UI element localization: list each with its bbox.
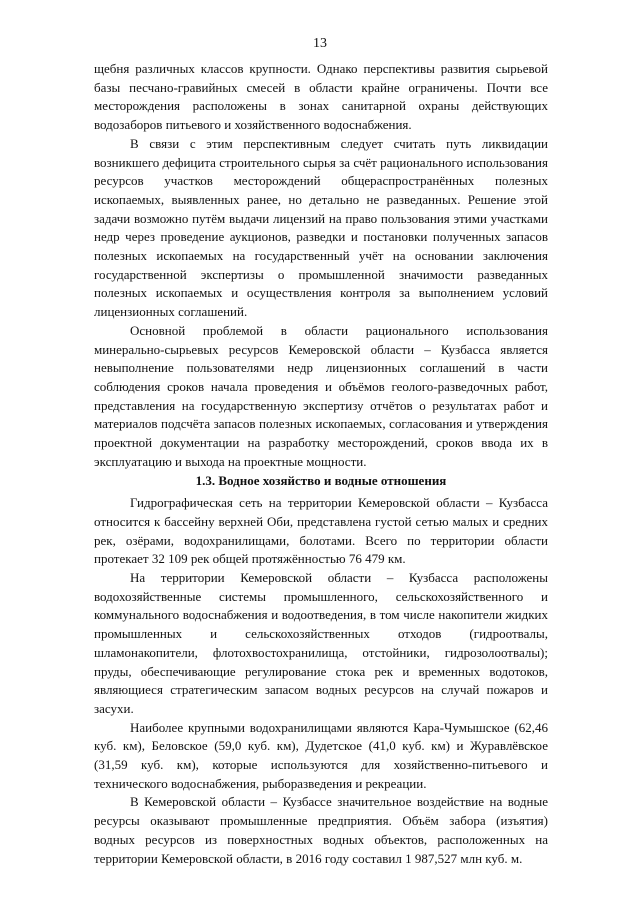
- page-number: 13: [313, 36, 327, 51]
- paragraph-water-intake: В Кемеровской области – Кузбассе значительное воздействие на водные ресурсы оказывают промышленные предприятия. Объём забора (изъятия) водных ресурсов из поверхностных водных объектов, расположенных на территории Кемеровской области, в 2016 году составил 1 987,527 млн куб. м.: [94, 794, 548, 866]
- paragraph-reservoirs: Наиболее крупными водохранилищами являются Кара-Чумышское (62,46 куб. км), Беловское (59,0 куб. км), Дудетское (41,0 куб. км) и Журавлёвское (31,59 куб. км), которые используются для хозяйственно-питьевого и технического водоснабжения, рыборазведения и рекреации.: [94, 719, 548, 791]
- paragraph-continuation: щебня различных классов крупности. Однако перспективы развития сырьевой базы песчано-гравийных смесей в области крайне ограничены. Почти все месторождения расположены в зонах санитарной охраны действующих водозаборов питьевого и хозяйственного водоснабжения.: [94, 61, 548, 133]
- paragraph-water-systems: На территории Кемеровской области – Кузбасса расположены водохозяйственные системы промышленного, сельскохозяйственного и коммунального водоснабжения и водоотведения, в том числе накопители жидких промышленных и сельскохозяйственных отходов (гидроотвалы, шламонакопители, флотохвостохранилища, отстойники, гидрозолоотвалы); пруды, обеспечивающие регулирование стока рек и временных водотоков, являющиеся стратегическим запасом водных ресурсов на случай пожаров и засухи.: [94, 569, 548, 716]
- page-body: [94, 60, 548, 868]
- paragraph-hydrographic-network: Гидрографическая сеть на территории Кемеровской области – Кузбасса относится к бассейну верхней Оби, представлена густой сетью малых и средних рек, озёрами, водохранилищами, болотами. Всего по территории области протекает 32 109 рек общей протяжённостью 76 479 км.: [94, 495, 548, 567]
- section-heading: 1.3. Водное хозяйство и водные отношения: [195, 473, 447, 489]
- paragraph-main-problem: Основной проблемой в области рационального использования минерально-сырьевых ресурсов Кемеровской области – Кузбасса является невыполнение пользователями недр лицензионных соглашений в части соблюдения сроков начала проведения и объёмов геолого-разведочных работ, представления на государственную экспертизу отчётов о результатах работ и материалов подсчёта запасов полезных ископаемых, согласования и утверждения проектной документации на разработку месторождений, сроков ввода их в эксплуатацию и выхода на проектные мощности.: [94, 322, 548, 469]
- paragraph-deficit-solution: В связи с этим перспективным следует считать путь ликвидации возникшего дефицита строительного сырья за счёт рационального использования ресурсов участков месторождений общераспространённых полезных ископаемых, выявленных ранее, но детально не разведанных. Решение этой задачи возможно путём выдачи лицензий на право пользования этими участками недр через проведение аукционов, разведки и постановки полученных запасов полезных ископаемых на государственный учёт на основании заключения государственной экспертизы о промышленной значимости разведанных полезных ископаемых и осуществления контроля за выполнением условий лицензионных соглашений.: [94, 135, 548, 320]
